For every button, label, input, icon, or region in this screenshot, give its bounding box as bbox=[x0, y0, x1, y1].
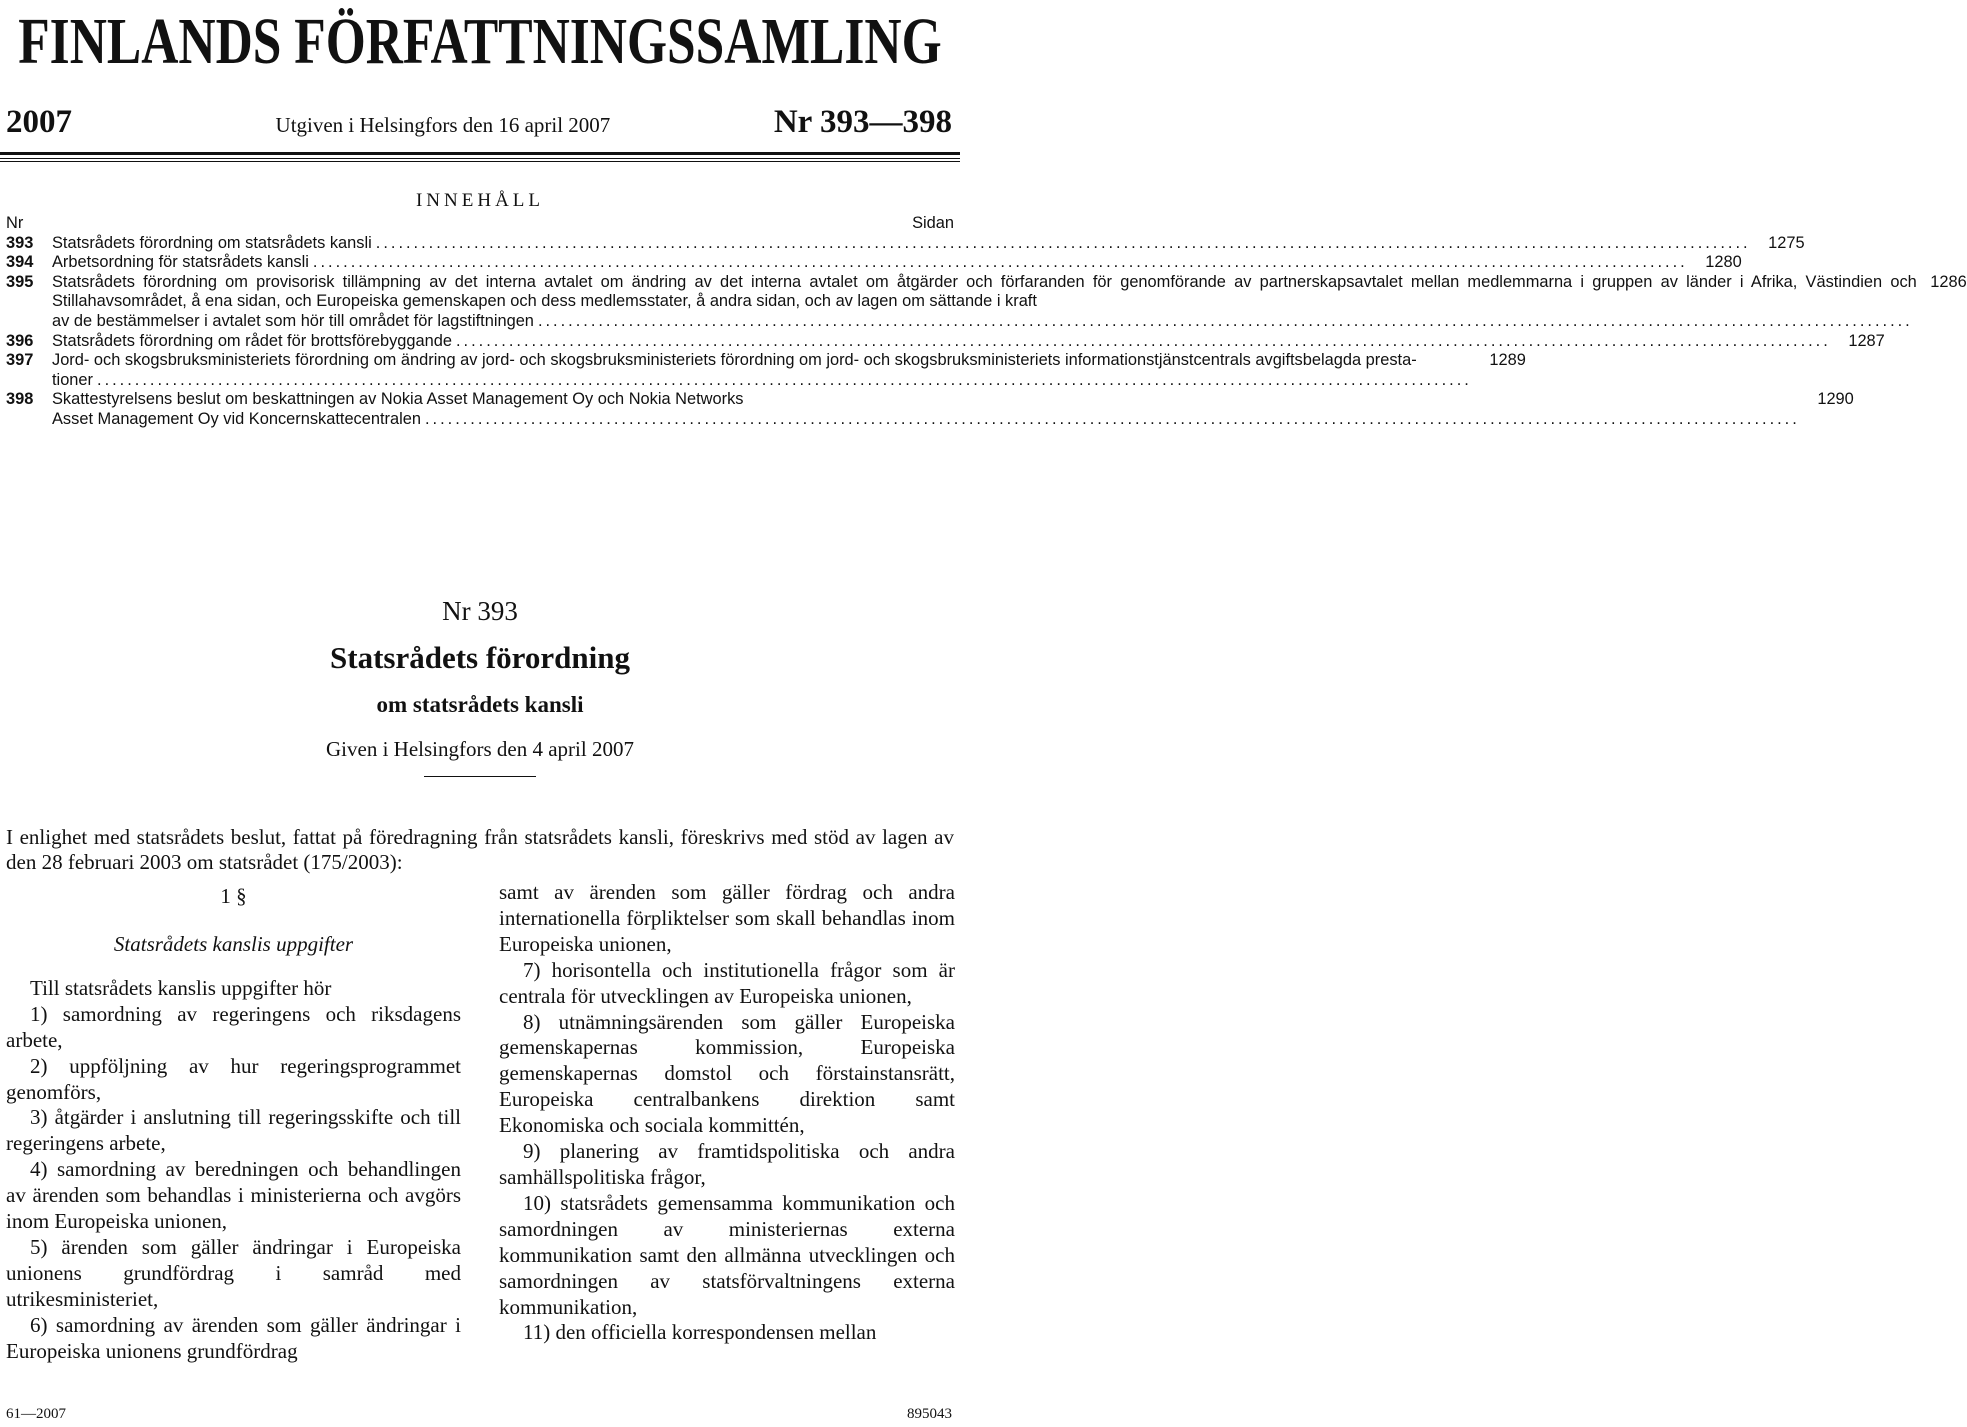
section-item: 11) den officiella korrespondensen mellan bbox=[523, 1320, 877, 1345]
toc-entry-body bbox=[52, 253, 1692, 273]
issue-line bbox=[6, 104, 952, 148]
toc-entry-page: 1290 bbox=[1817, 390, 1854, 409]
toc-entry-page: 1280 bbox=[1705, 253, 1742, 272]
toc-entry-leader-line bbox=[52, 332, 1835, 352]
toc-entry-body bbox=[52, 390, 1804, 429]
toc-entry bbox=[6, 390, 1854, 429]
preamble: I enlighet med statsrådets beslut, fattat på föredragning från statsrådets kansli, föreskrivs med stöd av lagen av den 28 februari 2003 om statsrådet (175/2003): bbox=[6, 825, 954, 874]
toc-entry-last-line: Statsrådets förordning om statsrådets kansli bbox=[52, 233, 372, 252]
act-title: Statsrådets förordning bbox=[330, 640, 630, 675]
section-item: 9) planering av framtidspolitiska och andra samhällspolitiska frågor, bbox=[499, 1139, 955, 1189]
toc-entry-body bbox=[52, 351, 1476, 390]
toc-entry-text: Skattestyrelsens beslut om beskattningen av Nokia Asset Management Oy och Nokia Networks bbox=[52, 390, 744, 409]
toc-entry-number: 394 bbox=[6, 253, 34, 272]
footer-left: 61—2007 bbox=[6, 1406, 66, 1422]
toc-entry-page: 1286 bbox=[1930, 272, 1967, 291]
issue-numbers: Nr 393—398 bbox=[773, 104, 952, 140]
section-number: 1 § bbox=[220, 884, 247, 908]
toc-entry-last-line: Asset Management Oy vid Koncernskattecentralen bbox=[52, 409, 421, 428]
toc-entry-body bbox=[52, 234, 1755, 254]
section-heading: Statsrådets kanslis uppgifter bbox=[113, 932, 354, 956]
toc-col-nr: Nr bbox=[6, 214, 24, 232]
issue-place-date: Utgiven i Helsingfors den 16 april 2007 bbox=[275, 113, 611, 137]
toc-title: INNEHÅLL bbox=[415, 190, 545, 211]
short-divider bbox=[424, 776, 536, 777]
toc-entry-body bbox=[52, 332, 1835, 352]
toc-entry-text: Jord- och skogsbruksministeriets förordning om ändring av jord- och skogsbruksministeriets förordning om jord- och skogsbruksministeriets informationstjänstcentrals avgiftsbelagda presta- bbox=[52, 351, 1417, 370]
leader-dots bbox=[456, 332, 1831, 352]
toc-entry-number: 393 bbox=[6, 233, 34, 252]
toc-entry bbox=[6, 253, 1742, 273]
publication-title: FINLANDS FÖRFATTNINGSSAMLING bbox=[18, 5, 942, 78]
footer-right: 895043 bbox=[907, 1406, 952, 1422]
section-item: 3) åtgärder i anslutning till regeringsskifte och till regeringens arbete, bbox=[6, 1105, 461, 1156]
toc-entry-text: Statsrådets förordning om provisorisk tillämpning av det interna avtalet om ändring av det interna avtalet om åtgärder och förfaranden för genomförande av partnerskapsavtalet mellan medlemmarna i gruppen av länder i Afrika, Västindien och Stillahavsområdet, å ena sidan, och Europeiska gemenskapen och dess medlemsstater, å andra sidan, och av lagen om sättande i kraft bbox=[52, 272, 1917, 311]
toc-entry bbox=[6, 272, 1967, 332]
leader-dots bbox=[97, 371, 1472, 391]
section-item: 5) ärenden som gäller ändringar i Europeiska unionens grundfördrag i samråd med utrikesministeriet, bbox=[6, 1234, 461, 1311]
right-items bbox=[499, 958, 955, 1347]
section-item: 7) horisontella och institutionella frågor som är centrala för utvecklingen av Europeiska unionen, bbox=[499, 957, 955, 1008]
masthead bbox=[0, 2, 960, 82]
divider-thin-2 bbox=[0, 161, 960, 162]
toc-entry-last-line: Arbetsordning för statsrådets kansli bbox=[52, 253, 309, 272]
toc-entry-last-line: tioner bbox=[52, 370, 94, 389]
column-right bbox=[499, 880, 955, 1346]
section-item: 6) samordning av ärenden som gäller ändringar i Europeiska unionens grundfördrag bbox=[6, 1312, 461, 1363]
leader-dots bbox=[313, 253, 1688, 273]
toc-entry-page: 1287 bbox=[1848, 331, 1885, 350]
divider-thin bbox=[0, 158, 960, 159]
section-item: 2) uppföljning av hur regeringsprogrammet genomförs, bbox=[6, 1053, 461, 1104]
section-intro: Till statsrådets kanslis uppgifter hör bbox=[30, 975, 332, 1000]
toc-entry bbox=[6, 351, 1526, 390]
toc-entry-leader-line bbox=[52, 253, 1692, 273]
toc-entry-leader-line bbox=[52, 410, 1804, 430]
left-items bbox=[6, 1002, 461, 1365]
leader-dots bbox=[425, 410, 1800, 430]
toc-entry-last-line: Statsrådets förordning om rådet för brottsförebyggande bbox=[52, 331, 452, 350]
toc-entry-number: 396 bbox=[6, 331, 34, 350]
toc-entry bbox=[6, 233, 1805, 254]
issue-year: 2007 bbox=[6, 104, 72, 140]
toc-header bbox=[6, 214, 954, 234]
divider-thick bbox=[0, 152, 960, 155]
toc-entry-number: 398 bbox=[6, 390, 34, 409]
toc-entry-leader-line bbox=[52, 371, 1476, 391]
leader-dots bbox=[376, 234, 1751, 254]
toc-entry-leader-line bbox=[52, 312, 1917, 332]
toc-entry-page: 1289 bbox=[1489, 351, 1526, 370]
right-continuation: samt av ärenden som gäller fördrag och andra internationella förpliktelser som skall behandlas inom Europeiska unionen, bbox=[499, 880, 955, 956]
toc-entry-page: 1275 bbox=[1768, 233, 1805, 252]
toc-entry-last-line: av de bestämmelser i avtalet som hör till området för lagstiftningen bbox=[52, 311, 534, 330]
section-item: 4) samordning av beredningen och behandlingen av ärenden som behandlas i ministerierna och avgörs inom Europeiska unionen, bbox=[6, 1157, 461, 1234]
toc-entry-body bbox=[52, 273, 1917, 332]
leader-dots bbox=[538, 312, 1913, 332]
column-left bbox=[6, 880, 461, 1365]
section-item: 1) samordning av regeringens och riksdagens arbete, bbox=[6, 1001, 461, 1052]
act-number: Nr 393 bbox=[442, 596, 518, 626]
toc-entry bbox=[6, 331, 1885, 352]
act-subtitle: om statsrådets kansli bbox=[376, 692, 584, 717]
toc-entries bbox=[6, 233, 1967, 430]
toc-entry-number: 395 bbox=[6, 272, 34, 291]
section-item: 8) utnämningsärenden som gäller Europeiska gemenskapernas kommission, Europeiska gemenskapernas domstol och förstainstansrätt, Europeiska centralbankens direktion samt Ekonomiska och sociala kommittén, bbox=[499, 1009, 955, 1138]
act-given: Given i Helsingfors den 4 april 2007 bbox=[326, 737, 634, 761]
toc-entry-number: 397 bbox=[6, 351, 34, 370]
toc-col-page: Sidan bbox=[912, 214, 954, 232]
section-item: 10) statsrådets gemensamma kommunikation och samordningen av ministeriernas externa kommunikation samt den allmänna utvecklingen och samordningen av statsförvaltningens externa kommunikation, bbox=[499, 1190, 955, 1319]
table-of-contents bbox=[6, 214, 1967, 430]
toc-entry-leader-line bbox=[52, 234, 1755, 254]
